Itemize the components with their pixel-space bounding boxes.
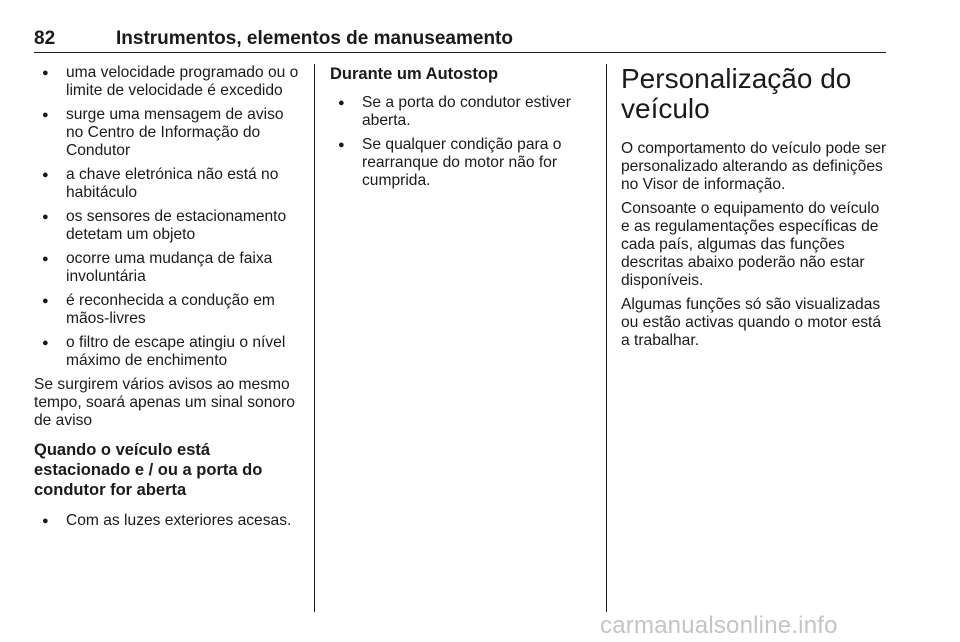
section-title: Personalização do veículo [621, 63, 852, 124]
page-title: Instrumentos, elementos de manuseamento [116, 28, 513, 49]
list-item: ● ocorre uma mudança de faixa involuntária [34, 250, 300, 286]
column-2 [330, 64, 584, 196]
list-item: ● é reconhecida a condução em mãos-livres [34, 292, 300, 328]
list-item: ● Se a porta do condutor estiver aberta. [330, 94, 584, 130]
page-number: 82 [34, 28, 56, 49]
body-paragraph: Se surgirem vários avisos ao mesmo tempo, soará apenas um sinal sonoro de aviso [34, 376, 295, 429]
list-item: ● os sensores de estacionamento detetam um objeto [34, 208, 300, 244]
body-paragraph: O comportamento do veículo pode ser personalizado alterando as definições no Visor de informação. [621, 140, 887, 193]
warning-list [34, 64, 300, 370]
list-item: ● uma velocidade programado ou o limite de velocidade é excedido [34, 64, 300, 100]
condition-list [34, 512, 300, 530]
subheading: Durante um Autostop [330, 65, 499, 83]
subheading: Quando o veículo está estacionado e / ou a porta do condutor for aberta [34, 441, 263, 499]
list-item: ● Se qualquer condição para o rearranque do motor não for cumprida. [330, 136, 584, 190]
watermark-text: carmanualsonline.info [600, 612, 838, 639]
column-3 [621, 64, 887, 356]
list-item: ● surge uma mensagem de aviso no Centro de Informação do Condutor [34, 106, 300, 160]
autostop-list [330, 94, 584, 190]
body-paragraph: Consoante o equipamento do veículo e as regulamentações específicas de cada país, algumas das funções descritas abaixo poderão não estar disponíveis. [621, 200, 880, 289]
list-item: ● Com as luzes exteriores acesas. [34, 512, 300, 530]
body-paragraph: Algumas funções só são visualizadas ou estão activas quando o motor está a trabalhar. [621, 296, 882, 349]
column-1 [34, 64, 300, 536]
column-divider [606, 64, 607, 612]
page-header [34, 28, 886, 53]
list-item: ● o filtro de escape atingiu o nível máximo de enchimento [34, 334, 300, 370]
column-divider [314, 64, 315, 612]
list-item: ● a chave eletrónica não está no habitáculo [34, 166, 300, 202]
